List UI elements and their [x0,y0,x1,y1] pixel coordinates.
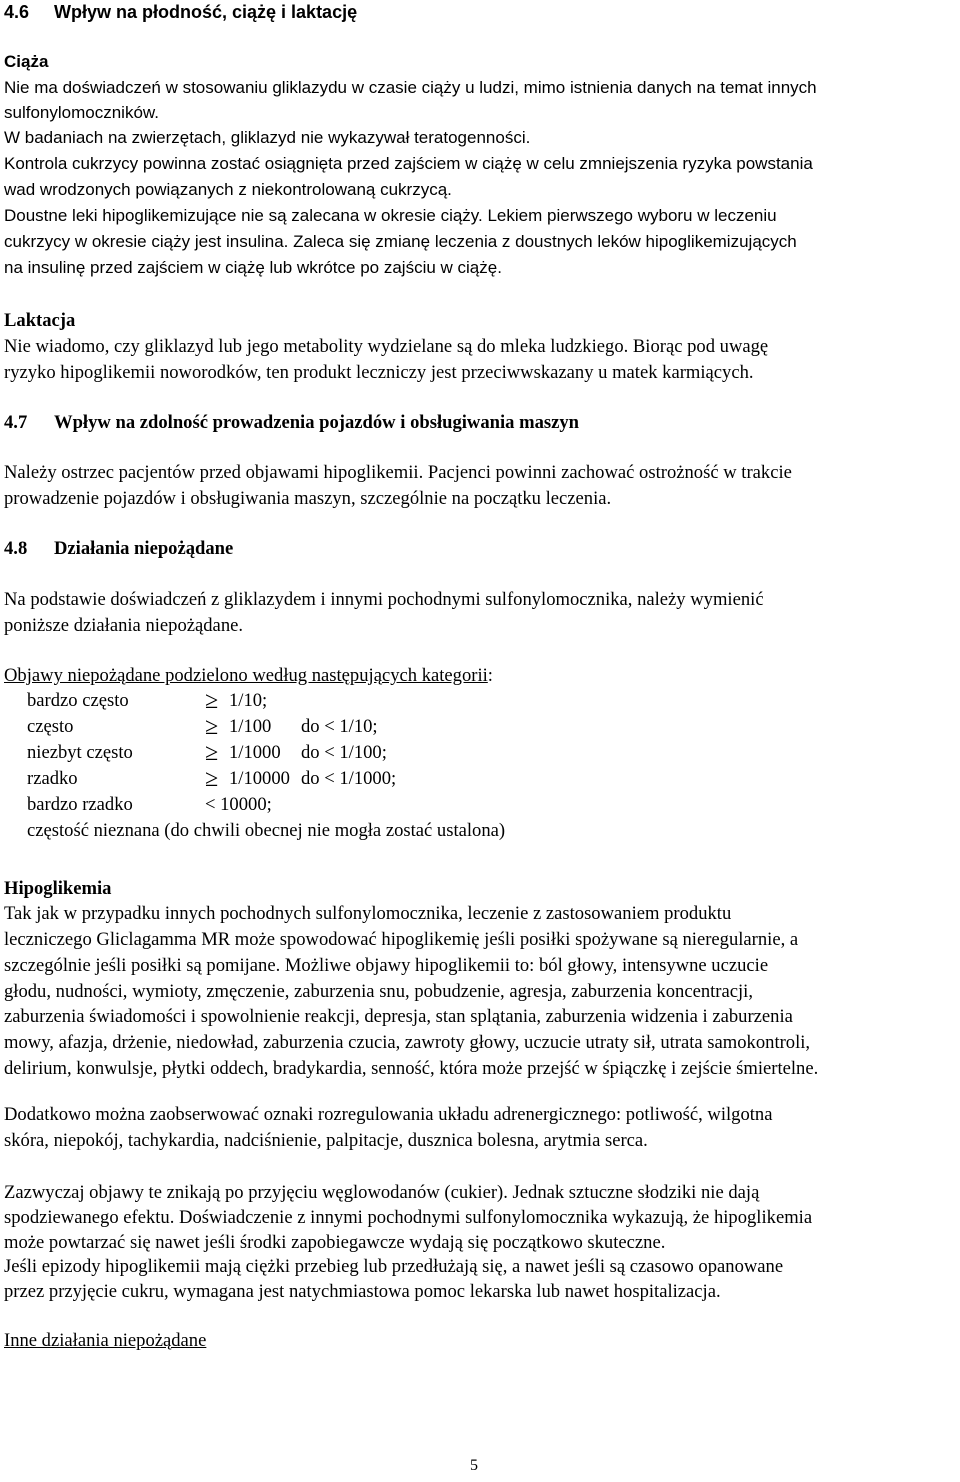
hypoglycemia-line: Tak jak w przypadku innych pochodnych sulfonylomocznika, leczenie z zastosowaniem produktu [4,903,732,924]
frequency-upper: do < 1/1000; [301,768,397,789]
pregnancy-title: Ciąża [4,52,49,71]
pregnancy-line: Kontrola cukrzycy powinna zostać osiągnięta przed zajściem w ciążę w celu zmniejszenia ryzyka powstania [4,154,813,173]
pregnancy-line: cukrzycy w okresie ciąży jest insulina. Zaleca się zmianę leczenia z doustnych leków hipoglikemizujących [4,232,797,251]
pregnancy-line: Doustne leki hipoglikemizujące nie są zalecana w okresie ciąży. Lekiem pierwszego wyboru w leczeniu [4,206,777,225]
section-4-8-heading [4,538,233,560]
pregnancy-line: wad wrodzonych powiązanych z niekontrolowaną cukrzycą. [4,180,452,199]
frequency-value [205,768,396,790]
other-effects-title: Inne działania niepożądane [4,1330,207,1351]
section-number: 4.6 [4,2,30,22]
frequency-label: bardzo rzadko [27,794,133,815]
section-4-7-heading [4,412,579,434]
hypoglycemia-line: mowy, afazja, drżenie, niedowład, zaburzenia czucia, zawroty głowy, uczucie utraty sił, utrata samokontroli, [4,1032,811,1053]
carb-line: Jeśli epizody hipoglikemii mają ciężki przebieg lub przedłużają się, a nawet jeśli są czasowo opanowane [4,1256,784,1277]
section-number: 4.7 [4,412,28,433]
frequency-lower: 1/100 [229,716,272,737]
intro-line: poniższe działania niepożądane. [4,615,244,636]
pregnancy-line: W badaniach na zwierzętach, gliklazyd nie wykazywał teratogenności. [4,128,531,147]
hypoglycemia-line: szczególnie jeśli posiłki są pomijane. Możliwe objawy hipoglikemii to: ból głowy, intensywne uczucie [4,955,769,976]
frequency-label: niezbyt często [27,742,133,763]
lactation-title: Laktacja [4,310,76,331]
frequency-upper: do < 1/10; [301,716,378,737]
frequency-value [205,794,272,816]
categories-colon: : [487,665,493,686]
frequency-label: często [27,716,74,737]
intro-line: Na podstawie doświadczeń z gliklazydem i innymi pochodnymi sulfonylomocznika, należy wymienić [4,589,764,610]
frequency-lower: 1/10; [229,690,268,711]
carb-line: przez przyjęcie cukru, wymagana jest natychmiastowa pomoc lekarska lub nawet hospitalizacja. [4,1281,721,1302]
lactation-line: ryzyko hipoglikemii noworodków, ten produkt leczniczy jest przeciwwskazany u matek karmiących. [4,362,754,383]
driving-line: prowadzenie pojazdów i obsługiwania maszyn, szczególnie na początku leczenia. [4,488,612,509]
hypoglycemia-line: delirium, konwulsje, płytki oddech, bradykardia, senność, która może przejść w śpiączkę i zejście śmiertelne. [4,1058,819,1079]
frequency-upper: do < 1/100; [301,742,387,763]
adrenergic-line: skóra, niepokój, tachykardia, nadciśnienie, palpitacje, dusznica bolesna, arytmia serca. [4,1130,648,1151]
greater-equal-symbol: ≥ [205,766,219,792]
driving-line: Należy ostrzec pacjentów przed objawami hipoglikemii. Pacjenci powinni zachować ostrożność w trakcie [4,462,792,483]
pregnancy-line: sulfonylomoczników. [4,103,159,122]
hypoglycemia-title: Hipoglikemia [4,878,112,899]
section-title: Wpływ na płodność, ciążę i laktację [54,2,358,22]
frequency-lower: 1/10000 [229,768,290,789]
section-number: 4.8 [4,538,28,559]
hypoglycemia-line: zaburzenia świadomości i spowolnienie reakcji, depresja, stan splątania, zaburzenia widzenia i zaburzenia [4,1006,793,1027]
categories-title: Objawy niepożądane podzielono według następujących kategorii [4,665,488,686]
pregnancy-line: Nie ma doświadczeń w stosowaniu gliklazydu w czasie ciąży u ludzi, mimo istnienia danych na temat innych [4,78,817,97]
frequency-lower: 1/1000 [229,742,281,763]
hypoglycemia-line: leczniczego Gliclagamma MR może spowodować hipoglikemię jeśli posiłki spożywane są nieregularnie, a [4,929,799,950]
frequency-lower: < 10000; [205,794,272,815]
carb-line: spodziewanego efektu. Doświadczenie z innymi pochodnymi sulfonylomocznika wykazują, że hipoglikemia [4,1207,813,1228]
section-title: Wpływ na zdolność prowadzenia pojazdów i obsługiwania maszyn [54,412,580,433]
lactation-line: Nie wiadomo, czy gliklazyd lub jego metabolity wydzielane są do mleka ludzkiego. Biorąc pod uwagę [4,336,769,357]
frequency-label: bardzo często [27,690,129,711]
section-title: Działania niepożądane [54,538,234,559]
hypoglycemia-line: głodu, nudności, wymioty, zmęczenie, zaburzenia snu, pobudzenie, agresja, zaburzenia koncentracji, [4,981,753,1002]
carb-line: może powtarzać się nawet jeśli środki zapobiegawcze wydają się początkowo skuteczne. [4,1232,666,1253]
frequency-label: rzadko [27,768,78,789]
greater-equal-symbol: ≥ [205,688,219,714]
greater-equal-symbol: ≥ [205,714,219,740]
frequency-value [205,716,378,738]
frequency-value [205,742,387,764]
page-number: 5 [470,1457,478,1474]
adrenergic-line: Dodatkowo można zaobserwować oznaki rozregulowania układu adrenergicznego: potliwość, wilgotna [4,1104,773,1125]
carb-line: Zazwyczaj objawy te znikają po przyjęciu węglowodanów (cukier). Jednak sztuczne słodziki nie dają [4,1182,760,1203]
frequency-unknown: częstość nieznana (do chwili obecnej nie mogła zostać ustalona) [27,820,506,841]
pregnancy-line: na insulinę przed zajściem w ciążę lub wkrótce po zajściu w ciążę. [4,258,502,277]
greater-equal-symbol: ≥ [205,740,219,766]
section-4-6-heading [4,2,357,23]
frequency-value [205,690,267,712]
categories-heading [4,665,493,687]
